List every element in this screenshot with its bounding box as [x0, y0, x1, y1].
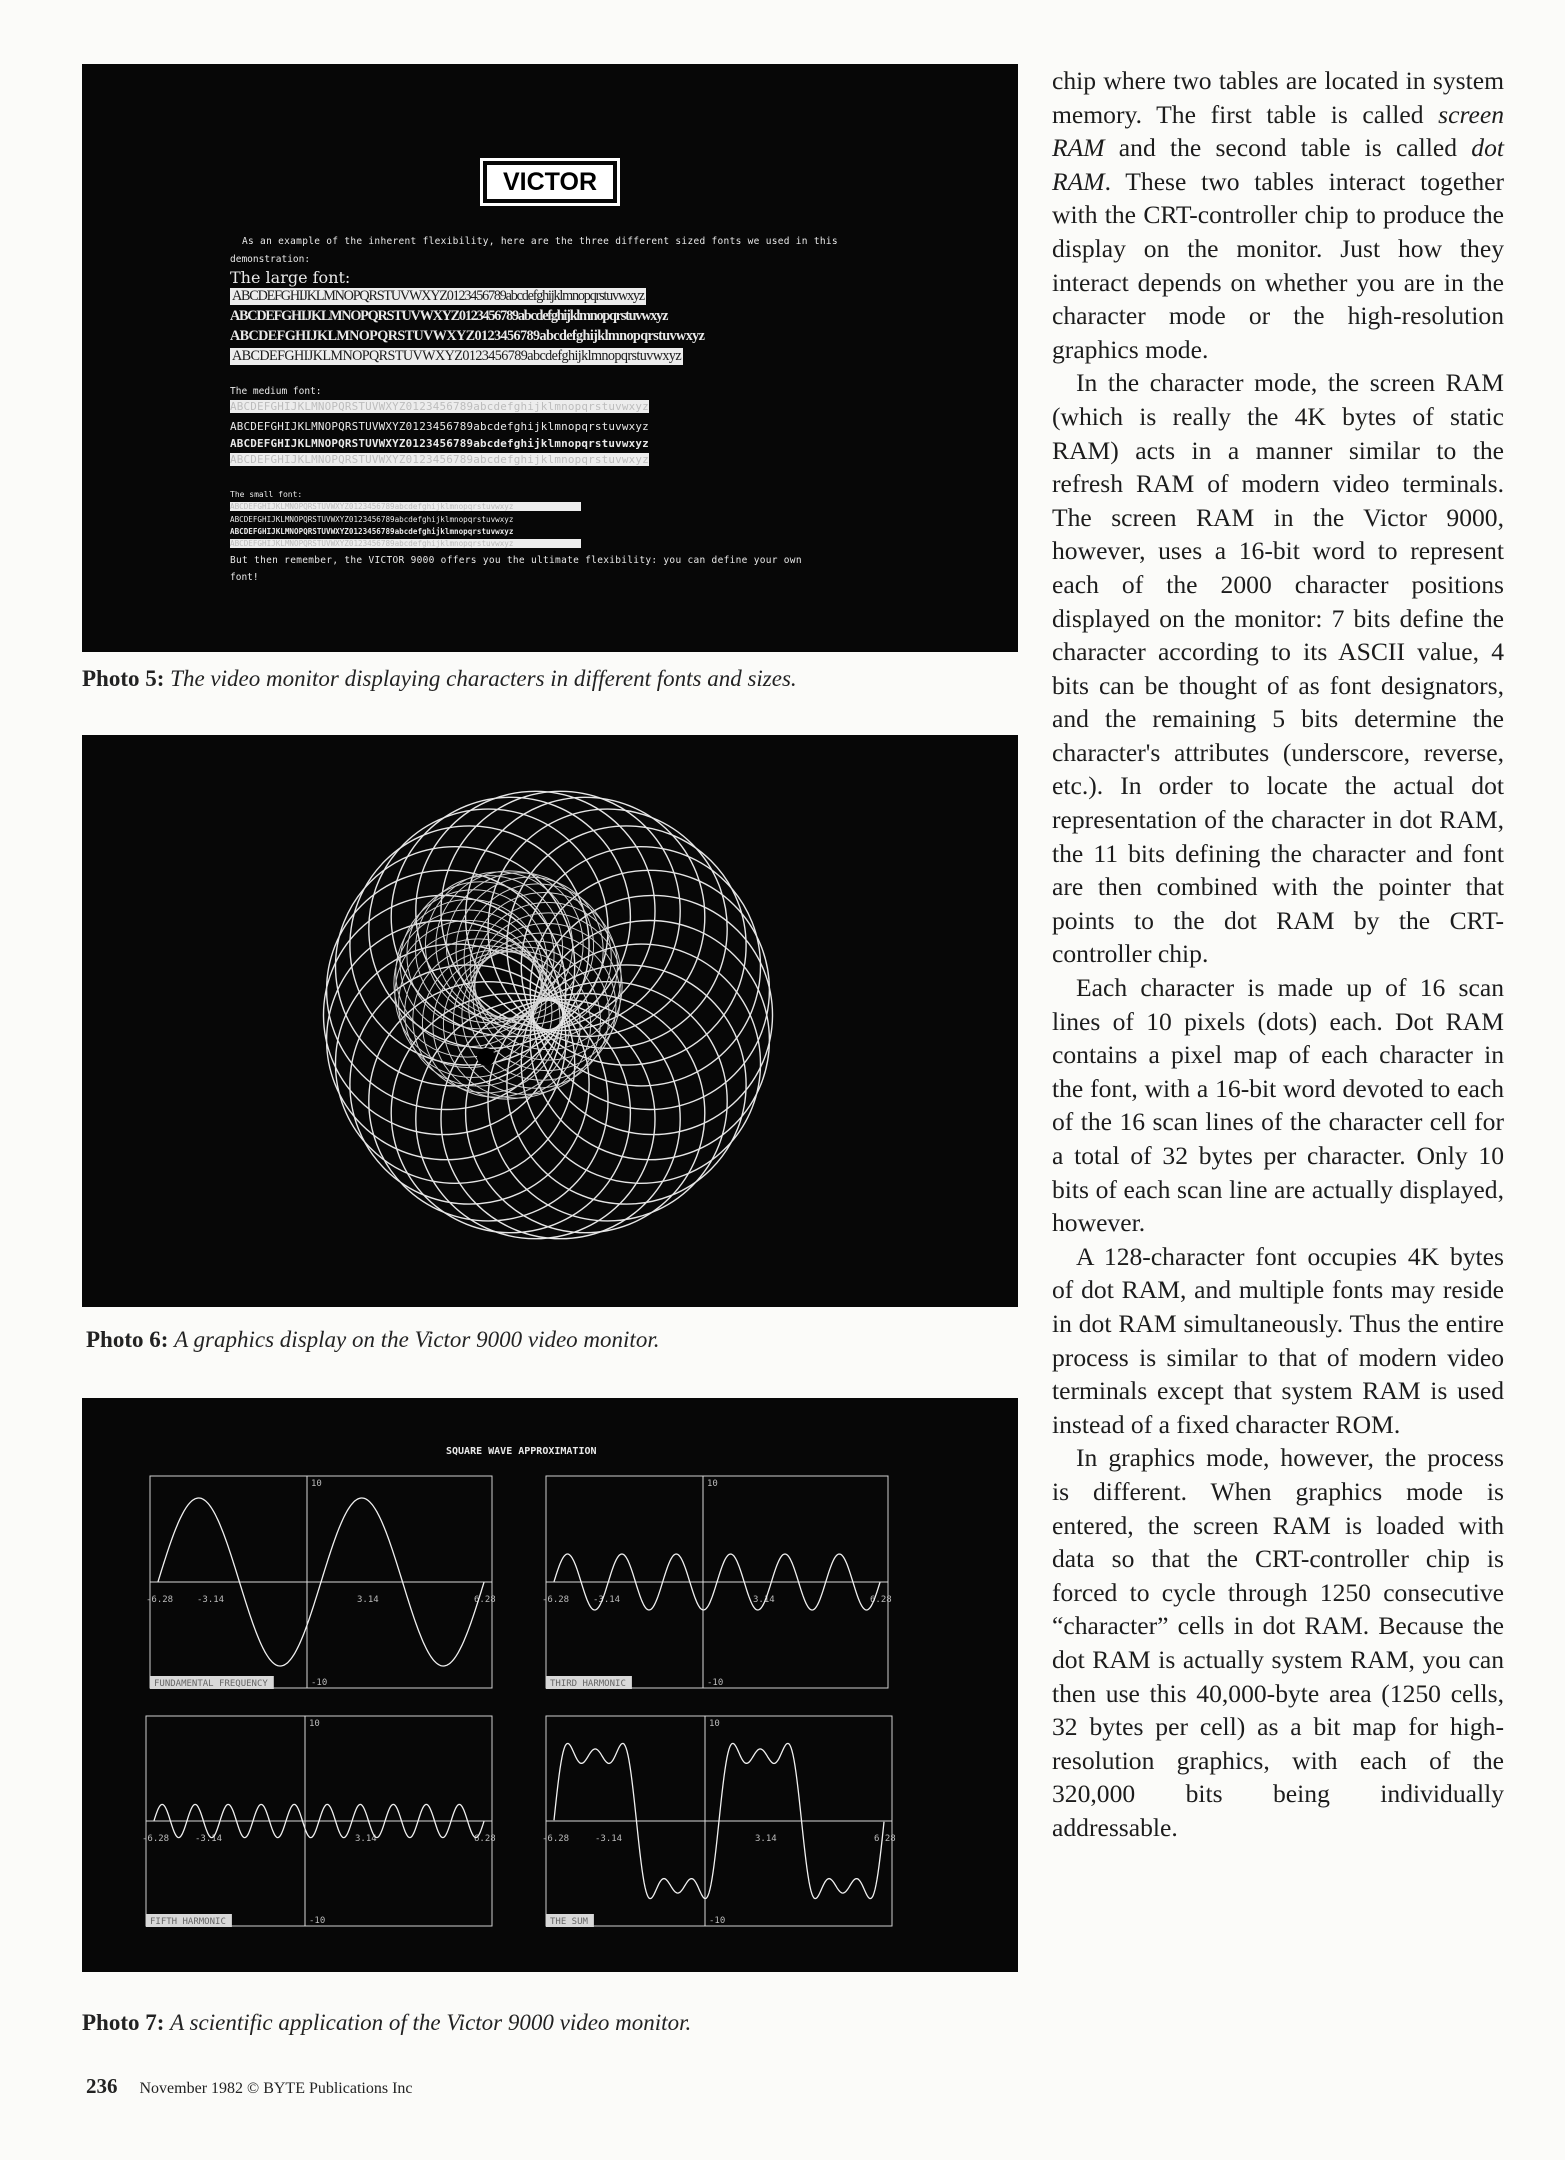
closing-line-2: font! [230, 572, 259, 583]
wave-panel-third [542, 1476, 892, 1689]
panel-label: THIRD HARMONIC [550, 1679, 626, 1689]
text-run: and the second table is called [1104, 133, 1472, 163]
paragraph-5: In graphics mode, however, the process is different. When graphics mode is entered, the screen RAM is loaded with data so that the CRT-controller chip is forced to cycle through 1250 consecutive “character” cells in dot RAM. Because the dot RAM is actually system RAM, you can then use this 40,000-byte area (1250 cells, 32 bytes per cell) as a bit map for high-resolution graphics, with each of the 320,000 bits being individually addressable. [1052, 1443, 1504, 1842]
medium-font-row-4: ABCDEFGHIJKLMNOPQRSTUVWXYZ0123456789abcdefghijklmnopqrstuvwxyz [230, 453, 649, 466]
small-font-row-4: ABCDEFGHIJKLMNOPQRSTUVWXYZ0123456789abcdefghijklmnopqrstuvwxyz [230, 539, 581, 548]
x-tick-label: 3.14 [355, 1834, 377, 1844]
large-font-row-3: ABCDEFGHIJKLMNOPQRSTUVWXYZ0123456789abcdefghijklmnopqrstuvwxyz [230, 328, 705, 344]
page-footer [86, 2074, 413, 2099]
small-font-row-2: ABCDEFGHIJKLMNOPQRSTUVWXYZ0123456789abcdefghijklmnopqrstuvwxyz [230, 515, 514, 524]
text-run: chip where two tables are located in system memory. The first table is called [1052, 66, 1504, 129]
paragraph-2: In the character mode, the screen RAM (which is really the 4K bytes of static RAM) acts in a manner similar to the refresh RAM of modern video terminals. The screen RAM in the Victor 9000, however, uses a 16-bit word to represent each of the 2000 character positions displayed on the monitor: 7 bits define the character according to its ASCII value, 4 bits can be thought of as font designators, and the remaining 5 bits determine the character's attributes (underscore, reverse, etc.). In order to locate the actual dot representation of the character in dot RAM, the 11 bits defining the character and font are then combined with the pointer that points to the dot RAM by the CRT-controller chip. [1052, 368, 1504, 969]
x-tick-label: -6.28 [542, 1834, 570, 1844]
large-font-row-4: ABCDEFGHIJKLMNOPQRSTUVWXYZ0123456789abcdefghijklmnopqrstuvwxyz [232, 348, 682, 364]
medium-font-row-2: ABCDEFGHIJKLMNOPQRSTUVWXYZ0123456789abcdefghijklmnopqrstuvwxyz [230, 420, 649, 433]
x-tick-label: 6.28 [474, 1834, 496, 1844]
photo-6-number: Photo 6: [86, 1327, 169, 1352]
photo-7-number: Photo 7: [82, 2010, 165, 2035]
wave-panel-sum [542, 1716, 896, 1927]
photo-6-text: A graphics display on the Victor 9000 video monitor. [174, 1327, 660, 1352]
spiro-center-dot [477, 1048, 495, 1066]
y-bottom-tick: -10 [309, 1916, 326, 1926]
large-font-label: The large font: [230, 268, 351, 287]
x-tick-label: -3.14 [197, 1595, 225, 1605]
medium-font-row-1: ABCDEFGHIJKLMNOPQRSTUVWXYZ0123456789abcdefghijklmnopqrstuvwxyz [230, 400, 649, 413]
y-bottom-tick: -10 [311, 1678, 328, 1688]
victor-logo: VICTOR [480, 158, 620, 206]
intro-line-2: demonstration: [230, 254, 311, 265]
x-tick-label: 6.28 [474, 1595, 496, 1605]
article-body [1052, 64, 1504, 1844]
x-tick-label: -3.14 [593, 1595, 621, 1605]
paragraph-1 [1052, 64, 1504, 366]
photo-7-scientific-screen [82, 1398, 1018, 1972]
photo-5-text: The video monitor displaying characters in different fonts and sizes. [170, 666, 797, 691]
photo-5-caption [82, 664, 797, 694]
wave-curve [154, 1804, 484, 1837]
x-tick-label: -3.14 [595, 1834, 623, 1844]
photo-6-graphics-screen [82, 735, 1018, 1307]
photo-6-caption [86, 1325, 659, 1355]
closing-line-1: But then remember, the VICTOR 9000 offers you the ultimate flexibility: you can define your own [230, 555, 802, 566]
wave-panel-fifth [142, 1716, 496, 1927]
chart-title: SQUARE WAVE APPROXIMATION [446, 1446, 597, 1457]
page-number: 236 [86, 2074, 118, 2098]
large-font-row-2: ABCDEFGHIJKLMNOPQRSTUVWXYZ0123456789abcdefghijklmnopqrstuvwxyz [230, 308, 668, 324]
x-tick-label: -6.28 [146, 1595, 174, 1605]
medium-font-row-3: ABCDEFGHIJKLMNOPQRSTUVWXYZ0123456789abcdefghijklmnopqrstuvwxyz [230, 437, 649, 450]
x-tick-label: 6.28 [870, 1595, 892, 1605]
y-bottom-tick: -10 [707, 1678, 724, 1688]
wave-panel-fundamental [146, 1476, 496, 1689]
italic-term: dot RAM [1052, 133, 1504, 196]
x-tick-label: -6.28 [142, 1834, 170, 1844]
y-top-tick: 10 [709, 1719, 720, 1729]
x-tick-label: 3.14 [755, 1834, 777, 1844]
photo-5-font-screen [82, 64, 1018, 652]
photo-5-number: Photo 5: [82, 666, 165, 691]
wave-panels [82, 1398, 1018, 1972]
footer-text: November 1982 © BYTE Publications Inc [139, 2080, 413, 2097]
intro-line-1: As an example of the inherent flexibility, here are the three different sized fonts we used in this [242, 236, 838, 247]
y-bottom-tick: -10 [709, 1916, 726, 1926]
small-font-label: The small font: [230, 490, 303, 499]
large-font-row-1: ABCDEFGHIJKLMNOPQRSTUVWXYZ0123456789abcdefghijklmnopqrstuvwxyz [232, 288, 644, 304]
x-tick-label: 6.28 [874, 1834, 896, 1844]
y-top-tick: 10 [309, 1719, 320, 1729]
photo-7-text: A scientific application of the Victor 9000 video monitor. [170, 2010, 692, 2035]
spirograph-graphic [82, 735, 1018, 1307]
paragraph-4: A 128-character font occupies 4K bytes of dot RAM, and multiple fonts may reside in dot RAM simultaneously. Thus the entire process is similar to that of modern video terminals except that system RAM is used instead of a fixed character ROM. [1052, 1241, 1504, 1439]
italic-term: screen RAM [1052, 99, 1504, 163]
panel-label: FIFTH HARMONIC [150, 1917, 226, 1927]
paragraph-3: Each character is made up of 16 scan lines of 10 pixels (dots) each. Dot RAM contains a pixel map of each character in the font, with a 16-bit word devoted to each of the 16 scan lines of the character cell for a total of 32 bytes per character. Only 10 bits of each scan line are actually displayed, however. [1052, 973, 1504, 1238]
text-run: . These two tables interact together with the CRT-controller chip to produce the display on the monitor. Just how they interact depends on whether you are in the character mode or the high-resolution graphics mode. [1052, 166, 1504, 364]
x-tick-label: -6.28 [542, 1595, 570, 1605]
photo-7-caption [82, 2008, 691, 2038]
x-tick-label: 3.14 [753, 1595, 775, 1605]
medium-font-label: The medium font: [230, 386, 322, 397]
small-font-row-1: ABCDEFGHIJKLMNOPQRSTUVWXYZ0123456789abcdefghijklmnopqrstuvwxyz [230, 502, 581, 511]
y-top-tick: 10 [707, 1479, 718, 1489]
x-tick-label: -3.14 [195, 1834, 223, 1844]
small-font-row-3: ABCDEFGHIJKLMNOPQRSTUVWXYZ0123456789abcdefghijklmnopqrstuvwxyz [230, 527, 514, 536]
x-tick-label: 3.14 [357, 1595, 379, 1605]
y-top-tick: 10 [311, 1479, 322, 1489]
panel-label: THE SUM [550, 1917, 588, 1927]
panel-label: FUNDAMENTAL FREQUENCY [154, 1679, 268, 1689]
